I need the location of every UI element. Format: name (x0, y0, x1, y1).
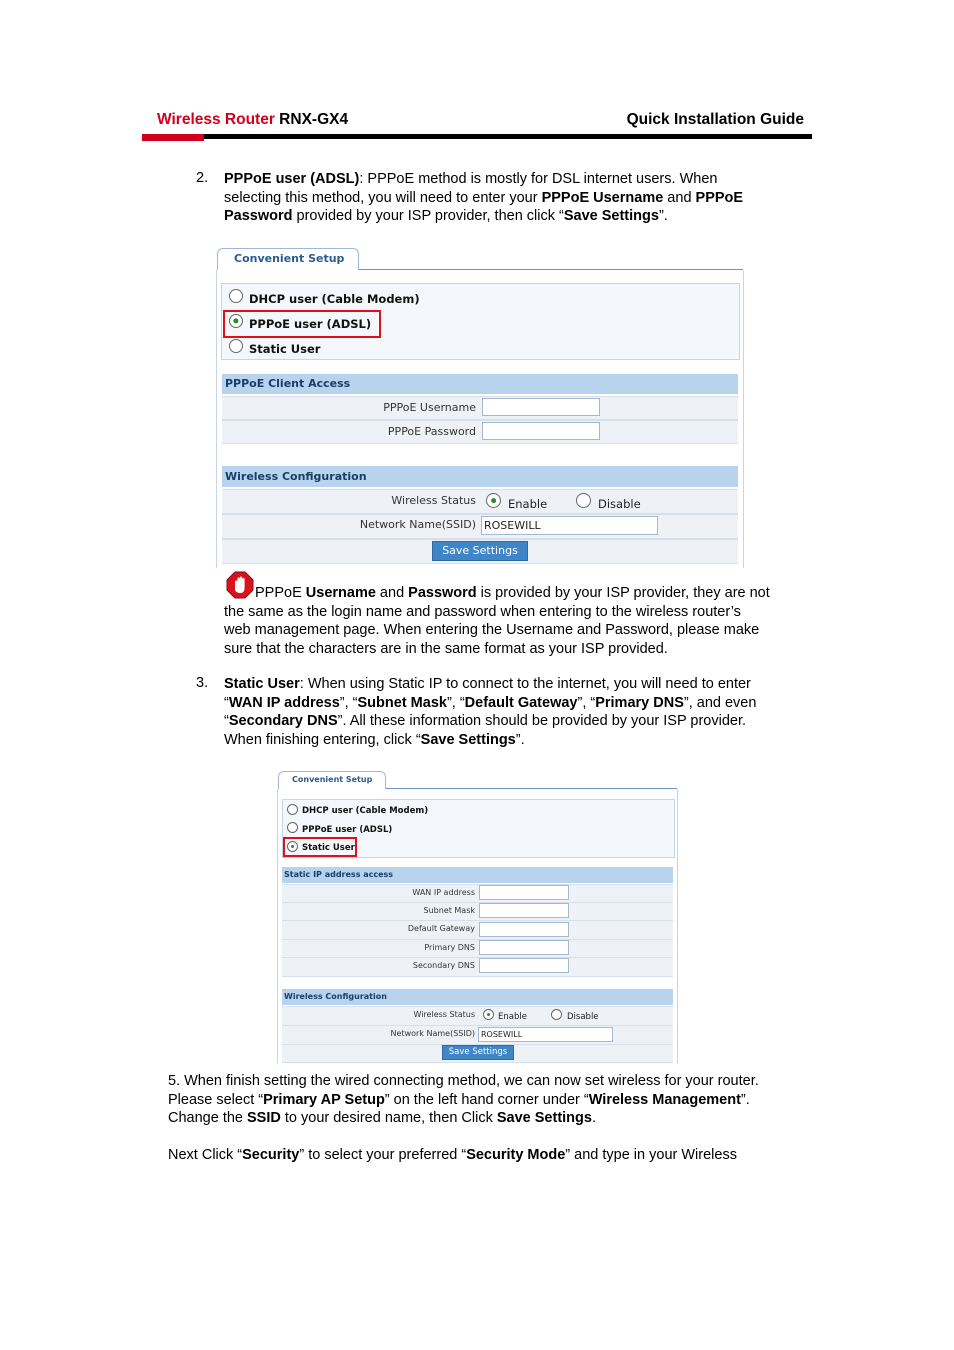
label-pppoe-password: PPPoE Password (387, 425, 476, 438)
label-wireless-status: Wireless Status (413, 1010, 475, 1019)
section5-text (168, 1072, 828, 1128)
section2-text (224, 170, 824, 226)
text-line: Change the SSID to your desired name, then Click Save Settings. (168, 1110, 596, 1126)
disable-label: Disable (567, 1012, 599, 1022)
option-dhcp-label: DHCP user (Cable Modem) (302, 806, 429, 816)
option-pppoe-label: PPPoE user (ADSL) (249, 317, 372, 331)
section3-text (224, 675, 824, 749)
radio-dhcp[interactable] (287, 804, 298, 815)
text-line: web management page. When entering the Username and Password, please make (224, 622, 760, 638)
header-title (157, 111, 348, 129)
option-static-label: Static User (302, 843, 355, 853)
enable-label: Enable (498, 1012, 527, 1022)
label-pppoe-username: PPPoE Username (383, 401, 476, 414)
label-subnet-mask: Subnet Mask (423, 906, 475, 915)
secondary-dns-input[interactable] (479, 958, 569, 973)
label-ssid: Network Name(SSID) (390, 1029, 475, 1038)
note-text (224, 584, 824, 658)
item-number: 3. (196, 675, 209, 691)
tab-convenient-setup[interactable]: Convenient Setup (278, 771, 386, 789)
text-line: 5. When finish setting the wired connecting method, we can now set wireless for your router. (168, 1073, 759, 1089)
enable-label: Enable (508, 497, 548, 511)
label-ssid: Network Name(SSID) (359, 518, 476, 531)
highlight-box (283, 837, 357, 857)
label-wireless-status: Wireless Status (391, 494, 476, 507)
section5-next-text (168, 1146, 828, 1165)
tab-convenient-setup[interactable]: Convenient Setup (217, 248, 359, 270)
radio-enable[interactable] (486, 493, 501, 508)
option-dhcp-label: DHCP user (Cable Modem) (249, 292, 420, 306)
ssid-input[interactable]: ROSEWILL (478, 1027, 613, 1042)
header-rule (142, 134, 812, 139)
text-line: Static User: When using Static IP to connect to the internet, you will need to enter (224, 676, 751, 692)
text-line: Please select “Primary AP Setup” on the left hand corner under “Wireless Management”. (168, 1091, 750, 1108)
text-line: “Secondary DNS”. All these information should be provided by your ISP provider. (224, 713, 747, 729)
text-line: “WAN IP address”, “Subnet Mask”, “Default Gateway”, “Primary DNS”, and even (224, 694, 757, 711)
label-wan-ip: WAN IP address (412, 888, 475, 897)
text-line: Next Click “Security” to select your preferred “Security Mode” and type in your Wireless (168, 1147, 737, 1163)
section-pppoe-client: PPPoE Client Access (222, 374, 738, 394)
brand-name: Wireless Router (157, 111, 275, 128)
text-line: selecting this method, you will need to enter your PPPoE Username and PPPoE (224, 189, 744, 206)
text-line: sure that the characters are in the same format as your ISP provided. (224, 640, 668, 657)
ssid-input[interactable]: ROSEWILL (481, 516, 658, 535)
highlight-box (223, 310, 381, 338)
radio-pppoe[interactable] (287, 822, 298, 833)
radio-dhcp[interactable] (229, 289, 243, 303)
primary-dns-input[interactable] (479, 940, 569, 955)
section-wireless-config: Wireless Configuration (282, 989, 673, 1005)
radio-enable[interactable] (483, 1009, 494, 1020)
text-line: Password provided by your ISP provider, then click “Save Settings”. (224, 208, 668, 224)
pppoe-password-input[interactable] (482, 422, 600, 440)
option-static-label: Static User (249, 342, 321, 356)
option-pppoe-label: PPPoE user (ADSL) (302, 825, 393, 835)
radio-disable[interactable] (576, 493, 591, 508)
item-number: 2. (196, 170, 209, 186)
header-rule-accent (142, 134, 204, 141)
section-wireless-config: Wireless Configuration (222, 466, 738, 487)
label-default-gateway: Default Gateway (407, 924, 475, 933)
section-static-ip: Static IP address access (282, 867, 673, 883)
pppoe-username-input[interactable] (482, 398, 600, 416)
model-name: RNX-GX4 (274, 111, 349, 128)
disable-label: Disable (598, 497, 641, 511)
default-gateway-input[interactable] (479, 922, 569, 937)
wan-ip-input[interactable] (479, 885, 569, 900)
radio-static[interactable] (229, 339, 243, 353)
radio-disable[interactable] (551, 1009, 562, 1020)
text-line: When finishing entering, click “Save Settings”. (224, 731, 525, 748)
text-line: PPPoE user (ADSL): PPPoE method is mostly for DSL internet users. When (224, 171, 718, 187)
text-line: the same as the login name and password when entering to the wireless router’s (224, 603, 741, 620)
guide-title: Quick Installation Guide (626, 111, 804, 128)
label-primary-dns: Primary DNS (424, 943, 475, 952)
save-settings-button[interactable]: Save Settings (442, 1045, 514, 1060)
text-line: PPPoE Username and Password is provided by your ISP provider, they are not (255, 585, 770, 601)
label-secondary-dns: Secondary DNS (412, 961, 475, 970)
subnet-mask-input[interactable] (479, 903, 569, 918)
save-settings-button[interactable]: Save Settings (432, 541, 528, 561)
